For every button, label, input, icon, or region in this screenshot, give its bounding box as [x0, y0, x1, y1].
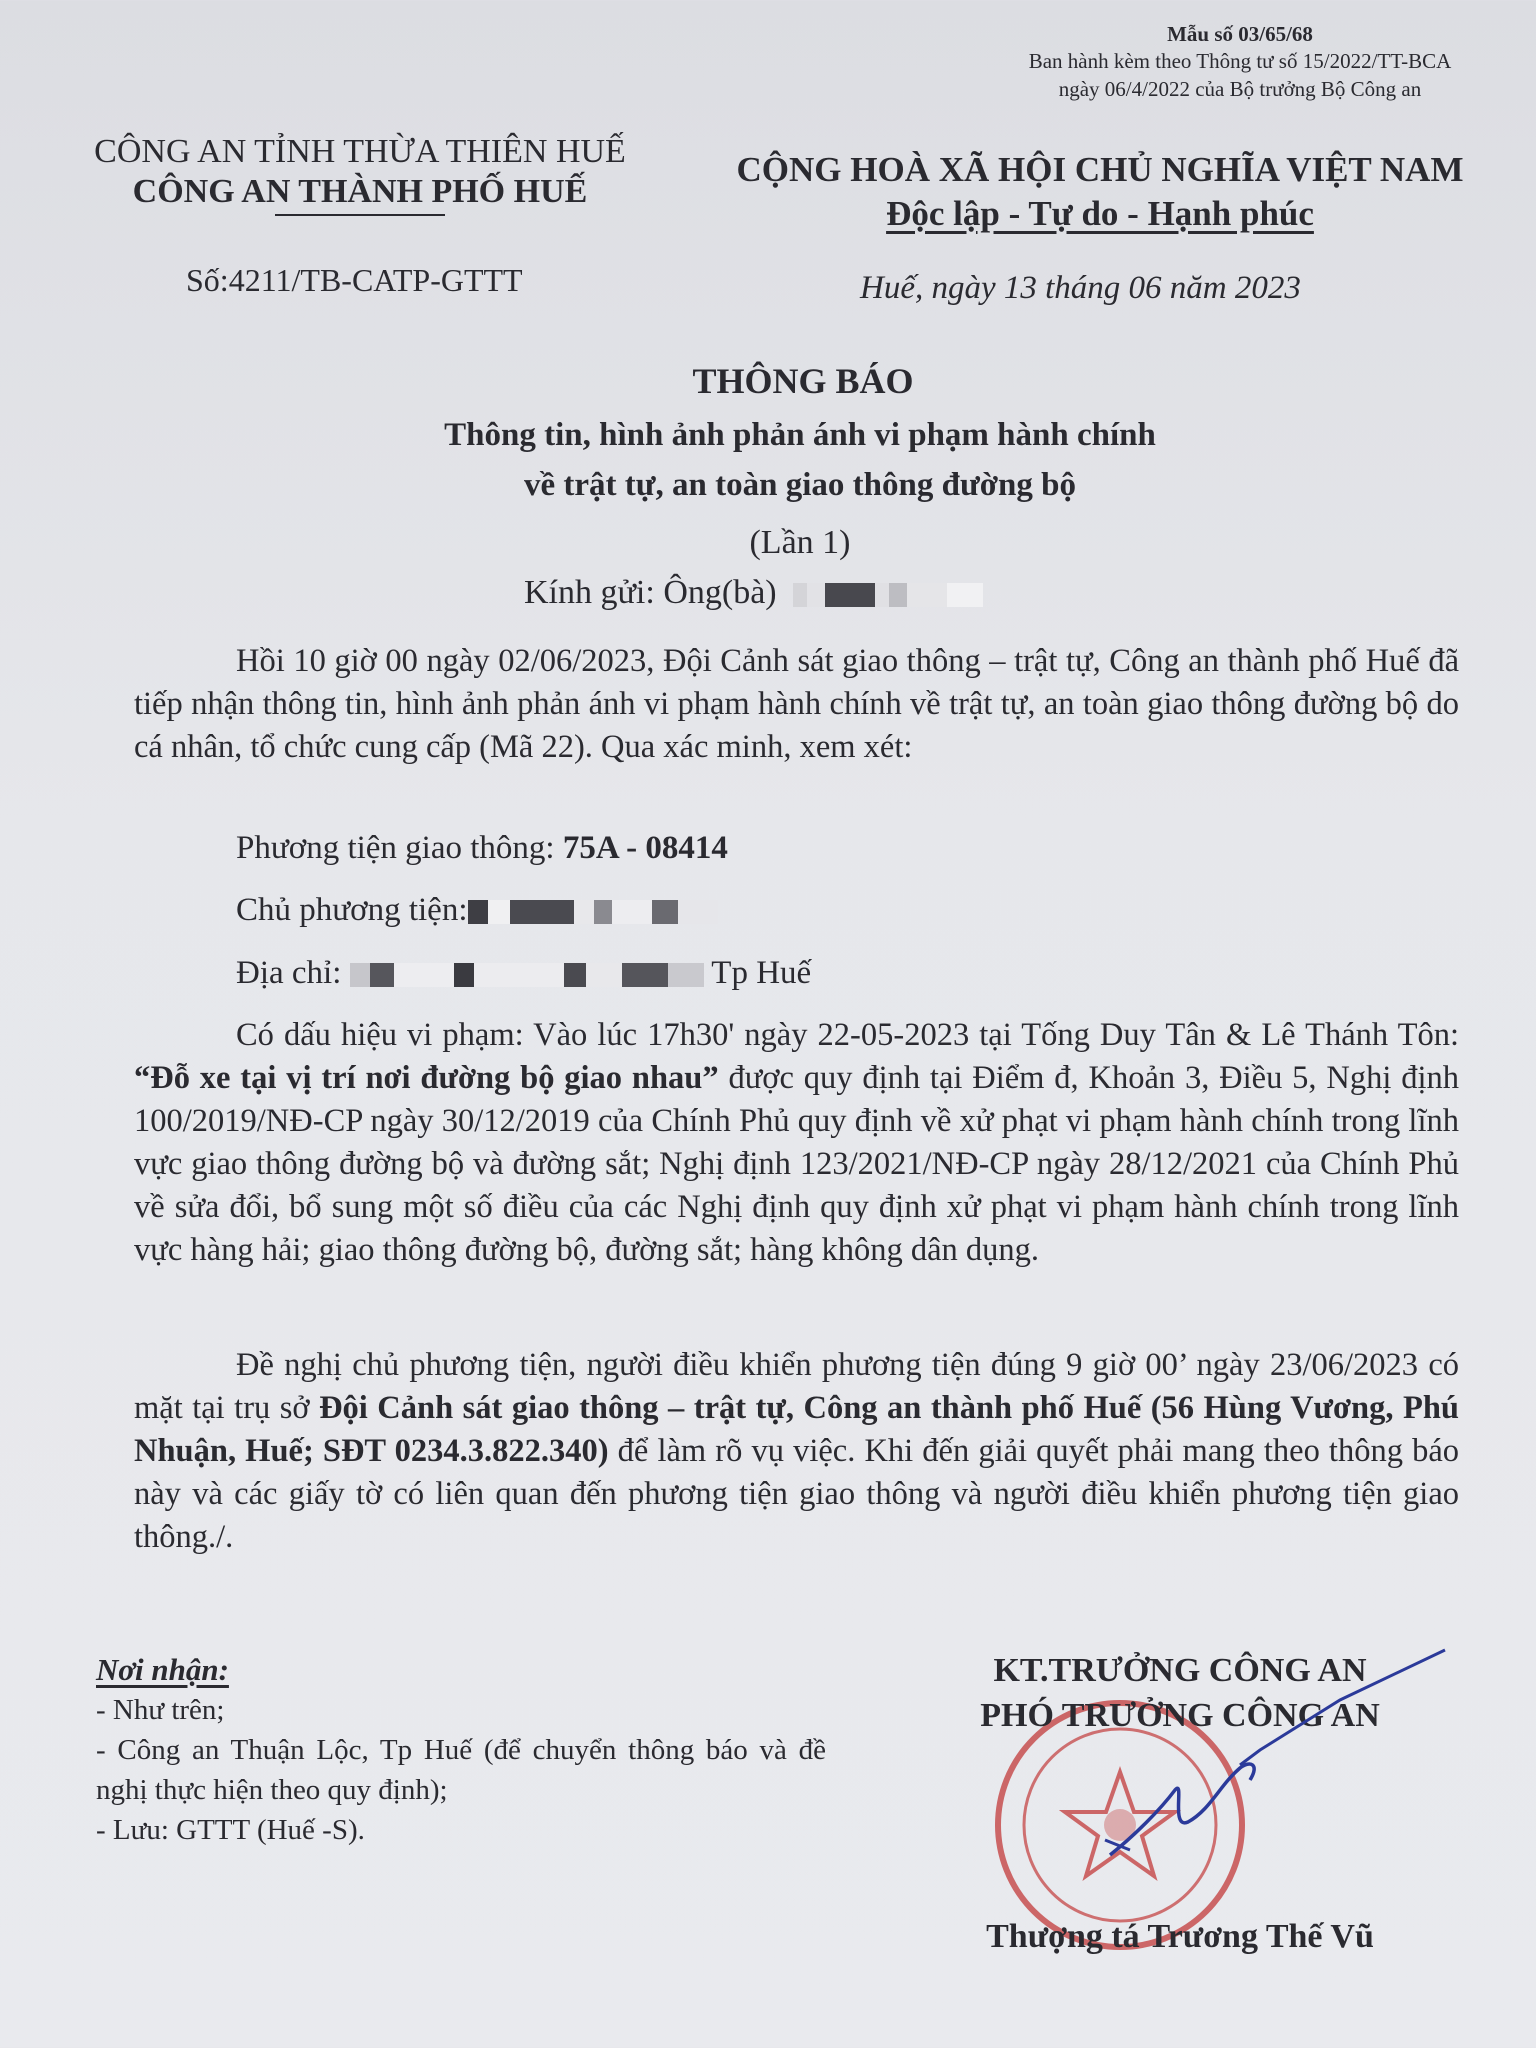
redacted-owner [468, 892, 718, 929]
agency-divider [275, 214, 445, 216]
notice-subtitle [330, 410, 1270, 510]
form-issued-date: ngày 06/4/2022 của Bộ trưởng Bộ Công an [1058, 77, 1422, 101]
nation-name: CỘNG HOÀ XÃ HỘI CHỦ NGHĨA VIỆT NAM [736, 150, 1464, 189]
violation-description: “Đỗ xe tại vị trí nơi đường bộ giao nhau” [134, 1060, 719, 1096]
vehicle-label: Phương tiện giao thông: [236, 830, 555, 866]
national-header [720, 148, 1480, 236]
redacted-address [350, 955, 704, 992]
address-label: Địa chỉ: [236, 955, 342, 991]
notice-subtitle-line-1: Thông tin, hình ảnh phản ánh vi phạm hành chính [444, 417, 1156, 453]
document-number: Số:4211/TB-CATP-GTTT [186, 262, 523, 298]
notice-subtitle-line-2: về trật tự, an toàn giao thông đường bộ [523, 467, 1076, 503]
agency-header [60, 132, 660, 216]
address-city: Tp Huế [711, 955, 812, 991]
nation-motto: Độc lập - Tự do - Hạnh phúc [886, 194, 1314, 233]
paragraph-violation [134, 1014, 1459, 1272]
request-office: Đội Cảnh sát giao thông – trật tự, Công an thành phố Huế (56 Hùng Vương, Phú Nhuận, Huế; SĐT 0234.3.822.340) [134, 1390, 1459, 1469]
request-intro: Đề nghị chủ phương tiện, người điều khiển phương tiện đúng 9 giờ 00’ ngày 23/06/2023 có mặt tại trụ sở [134, 1347, 1459, 1426]
paragraph-receipt: Hồi 10 giờ 00 ngày 02/06/2023, Đội Cảnh sát giao thông – trật tự, Công an thành phố Huế đã tiếp nhận thông tin, hình ảnh phản ánh vi phạm hành chính về trật tự, an toàn giao thông đường bộ do cá nhân, tổ chức cung cấp (Mã 22). Qua xác minh, xem xét: [134, 643, 1459, 765]
form-code-block [990, 22, 1490, 103]
signature-line-1: KT.TRƯỞNG CÔNG AN [993, 1652, 1367, 1689]
recipients-block [96, 1650, 826, 1850]
field-address [236, 955, 811, 992]
agency-parent: CÔNG AN TỈNH THỪA THIÊN HUẾ [94, 133, 626, 170]
request-instructions: để làm rõ vụ việc. Khi đến giải quyết phải mang theo thông báo này và các giấy tờ có liên quan đến phương tiện giao thông và người điều khiển phương tiện giao thông./. [134, 1433, 1459, 1555]
signer-name: Thượng tá Trương Thế Vũ [986, 1918, 1374, 1955]
signature-line-2: PHÓ TRƯỞNG CÔNG AN [980, 1697, 1380, 1734]
greeting-label: Kính gửi: Ông(bà) [524, 574, 777, 611]
recipient-item: - Công an Thuận Lộc, Tp Huế (để chuyển thông báo và đề nghị thực hiện theo quy định); [96, 1734, 826, 1806]
violation-legal-basis: được quy định tại Điểm đ, Khoản 3, Điều 5, Nghị định 100/2019/NĐ-CP ngày 30/12/2019 của Chính Phủ quy định về xử phạt vi phạm hành chính trong lĩnh vực giao thông đường bộ và đường sắt; Nghị định 123/2021/NĐ-CP ngày 28/12/2021 của Chính Phủ về sửa đổi, bổ sung một số điều của các Nghị định quy định xử phạt vi phạm hành chính trong lĩnh vực hàng hải; giao thông đường bộ, đường sắt; hàng không dân dụng. [134, 1060, 1459, 1268]
handwritten-signature [1090, 1640, 1470, 1880]
notice-title: THÔNG BÁO [692, 361, 914, 401]
recipients-heading: Nơi nhận: [96, 1652, 229, 1687]
redacted-name [793, 574, 983, 612]
notice-round: (Lần 1) [749, 524, 851, 561]
form-code: Mẫu số 03/65/68 [1167, 22, 1313, 46]
agency-name: CÔNG AN THÀNH PHỐ HUẾ [132, 173, 588, 210]
field-vehicle [236, 830, 728, 867]
paragraph-request [134, 1344, 1459, 1559]
place-date: Huế, ngày 13 tháng 06 năm 2023 [860, 270, 1301, 306]
field-owner [236, 892, 718, 929]
recipient-item: - Như trên; [96, 1694, 225, 1726]
greeting-line [524, 574, 983, 612]
form-issued-with: Ban hành kèm theo Thông tư số 15/2022/TT-BCA [1028, 49, 1452, 73]
vehicle-plate: 75A - 08414 [562, 830, 728, 866]
recipient-item: - Lưu: GTTT (Huế -S). [96, 1814, 365, 1846]
violation-intro: Có dấu hiệu vi phạm: Vào lúc 17h30' ngày 22-05-2023 tại Tống Duy Tân & Lê Thánh Tôn: [236, 1017, 1459, 1053]
owner-label: Chủ phương tiện: [236, 892, 468, 928]
